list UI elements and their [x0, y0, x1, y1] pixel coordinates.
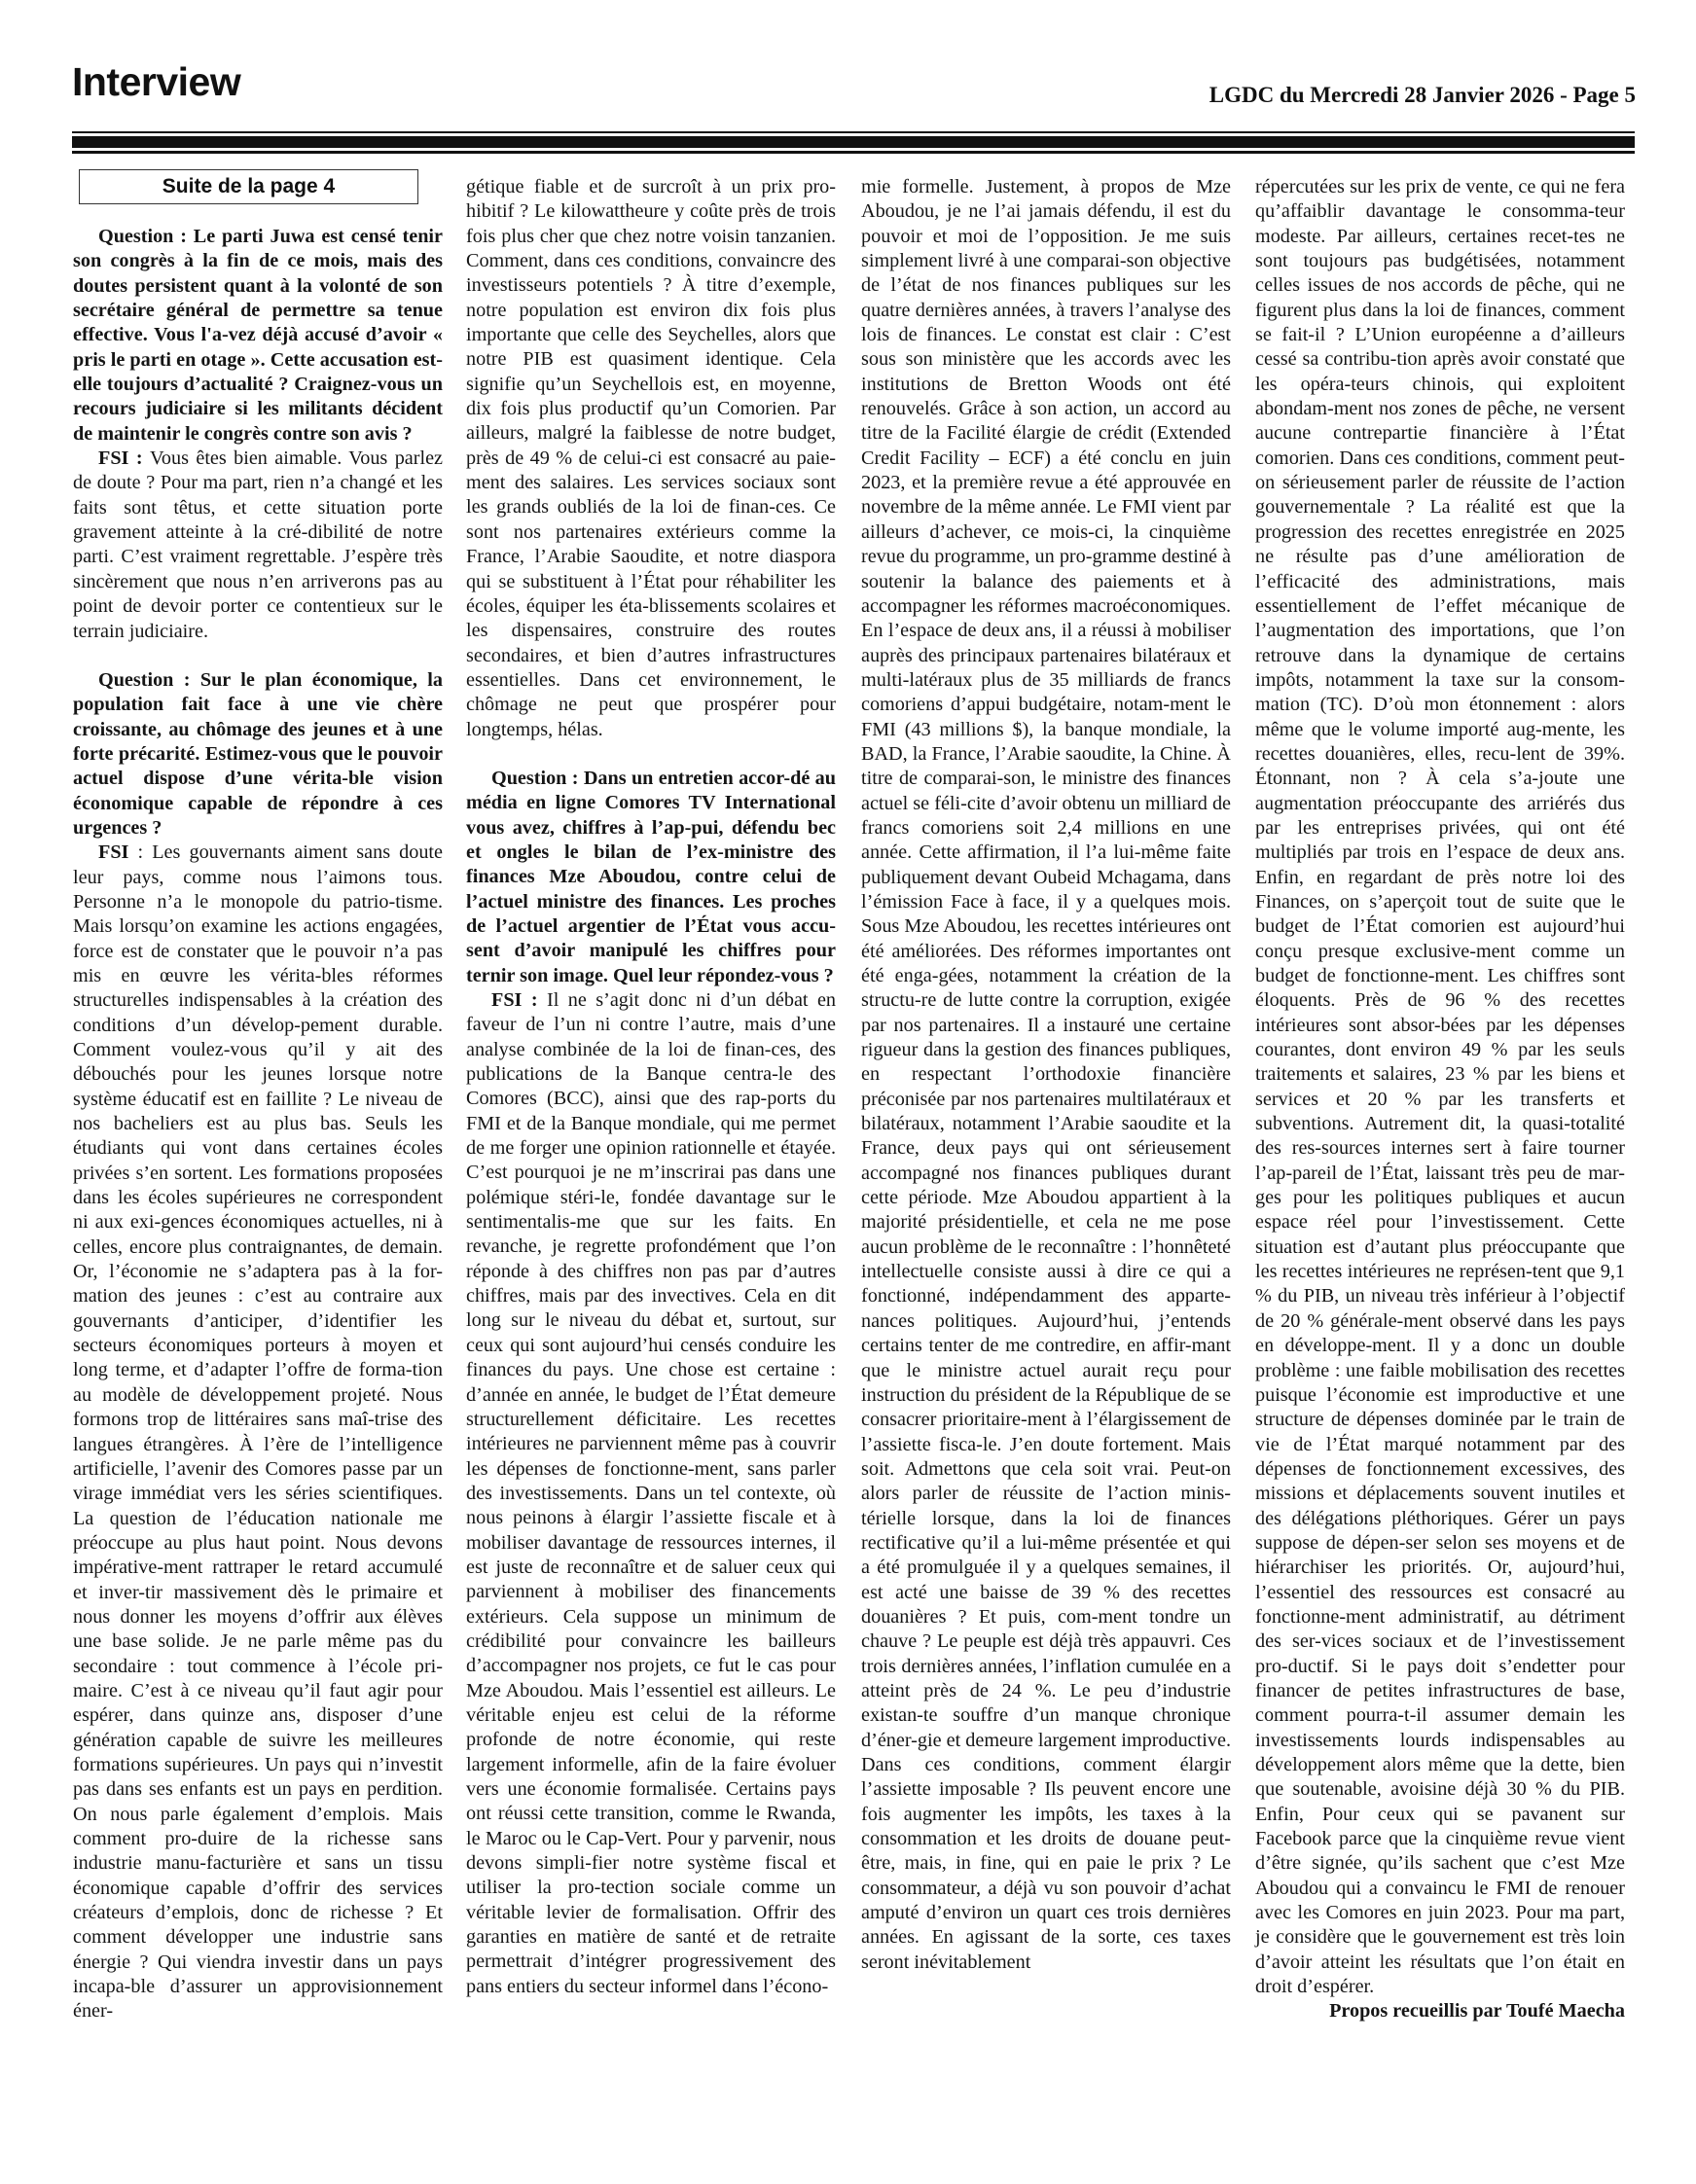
article-column-4: [1255, 175, 1625, 2024]
header-rule-thin-bottom: [72, 151, 1635, 154]
article-column-1: [73, 225, 443, 2024]
article-paragraph: [1255, 175, 1625, 1999]
article-paragraph: [73, 668, 443, 841]
article-column-3: [861, 175, 1231, 1975]
bold-text-segment: Question : Le parti Juwa est censé tenir son congrès à la fin de ce mois, mais des doutes persistent quant à la volonté de son secrétaire général de permettre sa tenue effective. Vous l'a-vez déjà accusé d’avoir « pris le parti en otage ». Cette accusation est-elle toujours d’actualité ? Craignez-vous un recours judiciaire si les militants décident de maintenir le congrès contre son avis ?: [73, 226, 443, 445]
interview-signature: Propos recueillis par Toufé Maecha: [1329, 2000, 1625, 2023]
article-paragraph: [861, 175, 1231, 1975]
article-paragraph: [466, 988, 836, 1999]
article-paragraph: [73, 447, 443, 644]
bold-text-segment: Question : Dans un entretien accor-dé au média en ligne Comores TV International vous avez, chiffres à l’ap-pui, défendu bec et ongles le bilan de l’ex-ministre des finances Mze Aboudou, contre celui de l’actuel ministre des finances. Les proches de l’actuel argentier de l’État vous accu-sent d’avoir manipulé les chiffres pour ternir son image. Quel leur répondez-vous ?: [466, 767, 836, 986]
bold-text-segment: FSI :: [491, 989, 548, 1011]
bold-text-segment: FSI :: [98, 448, 150, 470]
section-title: Interview: [72, 59, 241, 104]
header-rule-thick: [72, 136, 1635, 148]
continued-from-label: Suite de la page 4: [162, 175, 336, 197]
header-rule-thin-top: [72, 131, 1635, 133]
article-paragraph: [73, 225, 443, 447]
bold-text-segment: Question : Sur le plan économique, la population fait face à une vie chère croissante, au chômage des jeunes et à une forte précarité. Estimez-vous que le pouvoir actuel dispose d’une vérita-ble vision économique capable de répondre à ces urgences ?: [73, 668, 443, 839]
text-segment: mie formelle. Justement, à propos de Mze Aboudou, je ne l’ai jamais défendu, il est du pouvoir et moi de l’opposition. Je me suis simplement livré à une comparai-son objective de l’état de nos finances publiques sur les quatre dernières années, à travers l’analyse des lois de finances. Le constat est clair : C’est sous son ministère que les accords avec les institutions de Bretton Woods ont été renouvelés. Grâce à son action, un accord au titre de la Facilité élargie de crédit (Extended Credit Facility – ECF) a été conclu en juin 2023, et la première revue a été approuvée en novembre de la même année. Le FMI vient par ailleurs d’achever, ce mois-ci, la cinquième revue du programme, un pro-gramme destiné à soutenir la balance des paiements et à accompagner les réformes macroéconomiques. En l’espace de deux ans, il a réussi à mobiliser auprès des principaux partenaires bilatéraux et multi-latéraux plus de 35 milliards de francs comoriens d’appui budgétaire, notam-ment le FMI (43 millions $), la banque mondiale, la BAD, la France, l’Arabie saoudite, la Chine. À titre de comparai-son, le ministre des finances actuel se féli-cite d’avoir obtenu un milliard de francs comoriens soit 2,4 millions en une année. Cette affirmation, il l’a lui-même faite publiquement devant Oubeid Mchagama, dans l’émission Face à face, il y a quelques mois. Sous Mze Aboudou, les recettes intérieures ont été améliorées. Des réformes importantes ont été enga-gées, notamment la création de la structu-re de lutte contre la corruption, exigée par nos partenaires. Il a instauré une certaine rigueur dans la gestion des finances publiques, en respectant l’orthodoxie financière préconisée par nos partenaires multilatéraux et bilatéraux, notamment l’Arabie saoudite et la France, deux pays qui ont sérieusement accompagné nos finances publiques durant cette période. Mze Aboudou appartient à la majorité présidentielle, et cela ne me pose aucun problème de le reconnaître : l’honnêteté intellectuelle consiste aussi à dire ce qui a fonctionné, indépendamment des apparte-nances politiques. Aujourd’hui, j’entends certains tenter de me contredire, en affir-mant que le ministre actuel aurait reçu pour instruction du président de la République de se consacrer prioritaire-ment à l’élargissement de l’assiette fisca-le. J’en doute fortement. Mais soit. Admettons que cela soit vrai. Peut-on alors parler de réussite de l’action minis-térielle lorsque, dans la loi de finances rectificative qu’il a lui-même présentée et qui a été promulguée il y a quelques semaines, il est acté une baisse de 39 % des recettes douanières ? Et puis, com-ment tondre un chauve ? Le peuple est déjà très appauvri. Ces trois dernières années, l’inflation cumulée en a atteint près de 24 %. Le peu d’industrie existan-te souffre d’un manque chronique d’éner-gie et demeure largement improductive. Dans ces conditions, comment élargir l’assiette imposable ? Ils peuvent encore une fois augmenter les impôts, les taxes à la consommation et les droits de douane peut-être, mais, in fine, qui en paie le prix ? Le consommateur, a déjà vu son pouvoir d’achat amputé d’environ un quart ces trois dernières années. En agissant de la sorte, ces taxes seront inévitablement: [861, 176, 1231, 1973]
article-column-2: [466, 175, 836, 1999]
text-segment: Vous êtes bien aimable. Vous parlez de doute ? Pour ma part, rien n’a changé et les faits sont têtus, et cette situation porte gravement atteinte à la cré-dibilité de notre parti. C’est vraiment regrettable. J’espère très sincèrement que nous n’en arriverons pas au point de devoir porter ce contentieux sur le terrain judiciaire.: [73, 448, 443, 642]
article-paragraph: [73, 841, 443, 2024]
continued-from-box: [79, 169, 418, 204]
text-segment: répercutées sur les prix de vente, ce qui ne fera qu’affaiblir davantage le consomma-teur modeste. Par ailleurs, certaines recet-tes ne sont toujours pas budgétisées, notamment celles issues de nos accords de pêche, qui ne figurent plus dans la loi de finances, comment se fait-il ? L’Union européenne a d’ailleurs cessé sa contribu-tion après avoir constaté que les opéra-teurs chinois, qui exploitent abondam-ment nos zones de pêche, ne versent aucune contrepartie financière à l’État comorien. Dans ces conditions, comment peut-on sérieusement parler de réussite de l’action gouvernementale ? La réalité est que la progression des recettes enregistrée en 2025 ne résulte pas d’une amélioration de l’efficacité des administrations, mais essentiellement de l’effet mécanique de l’augmentation des importations, que l’on retrouve dans la dynamique de certains impôts, notamment la taxe sur la consom-mation (TC). D’où mon étonnement : alors même que le volume importé aug-mente, les recettes douanières, elles, recu-lent de 39%. Étonnant, non ? À cela s’a-joute une augmentation préoccupante des arriérés dus par les entreprises privées, qui ont été multipliés par trois en l’espace de deux ans. Enfin, en regardant de près notre loi des Finances, on s’aperçoit tout de suite que le budget de l’État comorien est aujourd’hui conçu presque exclusive-ment comme un budget de fonctionne-ment. Les chiffres sont éloquents. Près de 96 % des recettes intérieures sont absor-bées par les dépenses courantes, dont environ 49 % par les seuls traitements et salaires, 23 % par les biens et services et 20 % par les transferts et subventions. Autrement dit, la quasi-totalité des res-sources internes sert à faire tourner l’ap-pareil de l’État, laissant très peu de mar-ges pour les politiques publiques et aucun espace réel pour l’investissement. Cette situation est d’autant plus préoccupante que les recettes intérieures ne représen-tent que 9,1 % du PIB, un niveau très inférieur à l’objectif de 20 % générale-ment observé dans les pays en développe-ment. Il y a donc un double problème : une faible mobilisation des recettes puisque l’économie est improductive et une structure de dépenses dominée par le train de vie de l’État marqué notamment par des dépenses de fonctionnement excessives, des missions et déplacements souvent inutiles et des délégations pléthoriques. Gérer un pays suppose de dépen-ser selon ses moyens et de hiérarchiser les priorités. Or, aujourd’hui, l’essentiel des ressources est consacré au fonctionne-ment administratif, au détriment des ser-vices sociaux et de l’investissement pro-ductif. Si le pays doit s’endetter pour financer de petites infrastructures de base, comment pourra-t-il assumer demain les investissements lourds indispensables au développement alors même que la dette, bien que soutenable, avoisine déjà 30 % du PIB. Enfin, Pour ceux qui se pavanent sur Facebook parce que la cinquième revue vient d’être signée, qu’ils sachent que c’est Mze Aboudou qui a convaincu le FMI de renouer avec les Comores en juin 2023. Pour ma part, je considère que le gouvernement est très loin d’avoir atteint les résultats que l’on était en droit d’espérer.: [1255, 176, 1625, 1998]
article-paragraph: [466, 175, 836, 742]
text-segment: : Les gouvernants aiment sans doute leur pays, comme nous l’aimons tous. Personne n’a le monopole du patrio-tisme. Mais lorsqu’on examine les actions engagées, force est de constater que le pouvoir n’a pas mis en œuvre les vérita-bles réformes structurelles indispensables à la création des conditions d’un dévelop-pement durable. Comment voulez-vous qu’il y ait des débouchés pour les jeunes lorsque notre système éducatif est en faillite ? Le niveau de nos bacheliers est au plus bas. Seuls les étudiants qui vont dans certaines écoles privées s’en sortent. Les formations proposées dans les écoles supérieures ne correspondent ni aux exi-gences économiques actuelles, ni à celles, encore plus contraignantes, de demain. Or, l’économie ne s’adaptera pas à la for-mation des jeunes : c’est au contraire aux gouvernants d’anticiper, d’identifier les secteurs économiques porteurs à moyen et long terme, et d’adapter l’offre de forma-tion au modèle de développement projeté. Nous formons trop de littéraires sans maî-trise des langues étrangères. À l’ère de l’intelligence artificielle, l’avenir des Comores passe par un virage immédiat vers les séries scientifiques. La question de l’éducation nationale me préoccupe au plus haut point. Nous devons impérative-ment rattraper le retard accumulé et inver-tir massivement dès le primaire et nous donner les moyens d’offrir aux élèves une base solide. Je ne parle même pas du secondaire : tout commence à l’école pri-maire. C’est à ce niveau qu’il faut agir pour espérer, dans quinze ans, disposer d’une génération capable de suivre les meilleures formations supérieures. Un pays qui n’investit pas dans ses enfants est un pays en perdition. On nous parle également d’emplois. Mais comment pro-duire de la richesse sans industrie manu-facturière et sans un tissu économique capable d’offrir des services créateurs d’emplois, donc de richesse ? Et comment développer une industrie sans énergie ? Qui viendra investir dans un pays incapa-ble d’assurer un approvisionnement éner-: [73, 841, 443, 2023]
text-segment: gétique fiable et de surcroît à un prix pro-hibitif ? Le kilowattheure y coûte près de trois fois plus cher que chez notre voisin tanzanien. Comment, dans ces conditions, convaincre des investisseurs potentiels ? À titre d’exemple, notre population est environ dix fois plus importante que celle des Seychelles, alors que notre PIB est quasiment identique. Cela signifie qu’un Seychellois est, en moyenne, dix fois plus productif qu’un Comorien. Par ailleurs, malgré la faiblesse de notre budget, près de 49 % de celui-ci est consacré au paie-ment des salaires. Les services sociaux sont les grands oubliés de la loi de finan-ces. Ce sont nos partenaires extérieurs comme la France, l’Arabie Saoudite, et notre diaspora qui se substituent à l’État pour réhabiliter les écoles, équiper les éta-blissements scolaires et les dispensaires, construire des routes secondaires, et bien d’autres infrastructures essentielles. Dans cet environnement, le chômage ne peut que prospérer pour longtemps, hélas.: [466, 176, 836, 740]
article-paragraph: [466, 767, 836, 988]
text-segment: Il ne s’agit donc ni d’un débat en faveur de l’un ni contre l’autre, mais d’une analyse combinée de la loi de finan-ces, des publications de la Banque centra-le des Comores (BCC), ainsi que des rap-ports du FMI et de la Banque mondiale, qui me permet de me forger une opinion rationnelle et étayée. C’est pourquoi je ne m’inscrirai pas dans une polémique stéri-le, fondée davantage sur le sentimentalis-me que sur les faits. En revanche, je regrette profondément que l’on réponde à des chiffres non pas par d’autres chiffres, mais par des invectives. Cela en dit long sur le niveau du débat et, surtout, sur ceux qui sont aujourd’hui censés conduire les finances du pays. Une chose est certaine : d’année en année, le budget de l’État demeure structurellement déficitaire. Les recettes intérieures ne parviennent même pas à couvrir les dépenses de fonctionne-ment, sans parler des investissements. Dans un tel contexte, où nous peinons à élargir l’assiette fiscale et à mobiliser davantage de ressources internes, il est juste de reconnaître et de saluer ceux qui parviennent à mobiliser des financements extérieurs. Cela suppose un minimum de crédibilité pour convaincre les bailleurs d’accompagner nos projets, ce fut le cas pour Mze Aboudou. Mais l’essentiel est ailleurs. Le véritable enjeu est celui de la réforme profonde de notre économie, qui reste largement informelle, afin de la faire évoluer vers une économie formalisée. Certains pays ont réussi cette transition, comme le Rwanda, le Maroc ou le Cap-Vert. Pour y parvenir, nous devons simpli-fier notre système fiscal et utiliser la pro-tection sociale comme un véritable levier de formalisation. Offrir des garanties en matière de santé et de retraite permettrait d’intégrer progressivement des pans entiers du secteur informel dans l’écono-: [466, 989, 836, 1997]
issue-date-page: LGDC du Mercredi 28 Janvier 2026 - Page 5: [1209, 83, 1636, 107]
bold-text-segment: FSI: [98, 841, 129, 864]
